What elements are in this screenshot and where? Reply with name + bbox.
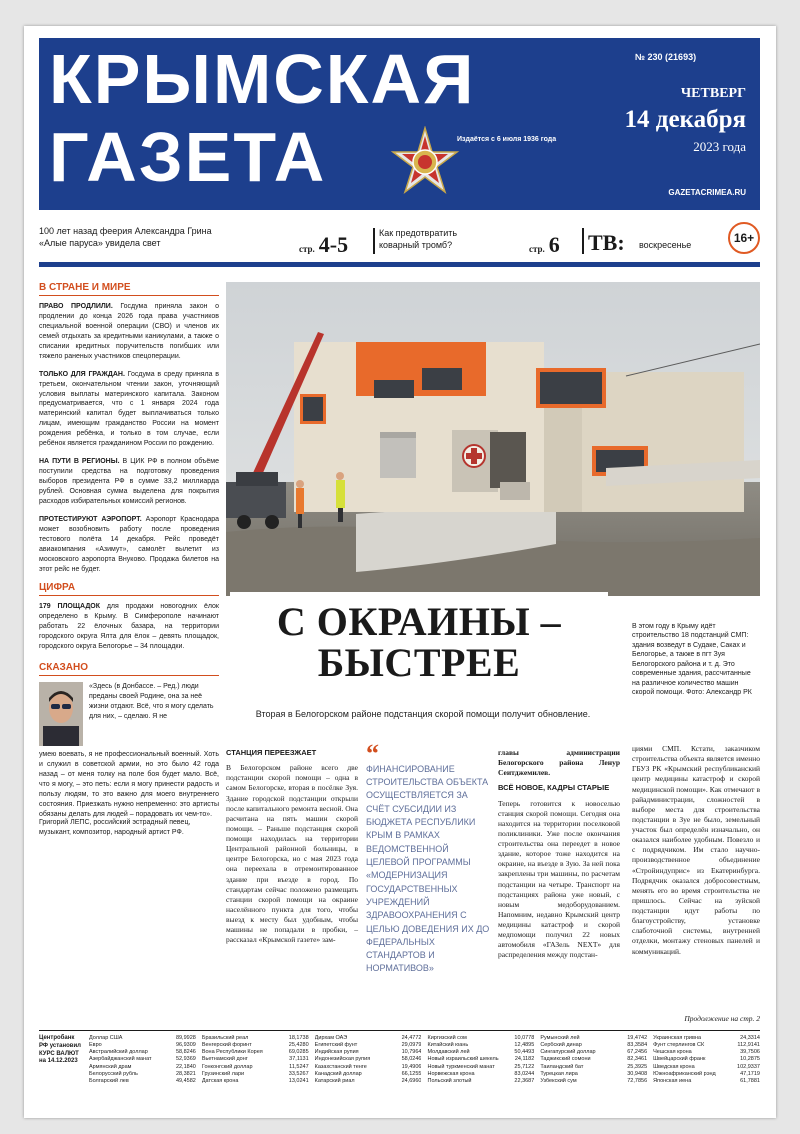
brief-lead: ТОЛЬКО ДЛЯ ГРАЖДАН. bbox=[39, 370, 125, 378]
currency-name: Узбекский сум bbox=[540, 1077, 577, 1084]
currency-name: Канадский доллар bbox=[314, 1070, 362, 1077]
currency-value: 29,0979 bbox=[401, 1042, 422, 1049]
currency-name: Польский злотый bbox=[427, 1077, 472, 1084]
currency-value: 25,3925 bbox=[627, 1063, 648, 1070]
currency-name: Швейцарский франк bbox=[653, 1056, 706, 1063]
issue-number: № 230 (21693) bbox=[635, 52, 697, 62]
currency-name: Болгарский лев bbox=[89, 1077, 129, 1084]
currency-name: Индийская рупия bbox=[314, 1049, 359, 1056]
rate-row bbox=[540, 1071, 647, 1078]
rate-row bbox=[653, 1042, 760, 1049]
masthead-title-line1: КРЫМСКАЯ bbox=[49, 40, 476, 118]
currency-value: 82,3461 bbox=[627, 1056, 648, 1063]
rate-row bbox=[540, 1078, 647, 1085]
ambulance-station-photo bbox=[226, 282, 760, 596]
currency-name: Евро bbox=[89, 1042, 102, 1049]
rate-row bbox=[653, 1071, 760, 1078]
column-text: В Белогорском районе всего две подстанции скорой помощи – одна в самом Белогорске, вторая в посёлке Зуя. Здание городской подстанции открыли после капитального ремонта весной. Она расчитана на пять машин скорой помощи. – Раньше подстанция скорой помощи находилась на территории Центральной районной больницы, в центре Белогорска, но с мая 2023 года она переехала в отремонтированное здание при въезде в город. По стандартам сейчас положено размещать станции скорой помощи на окраине населённого пункта для того, чтобы выезд к месту был удобным, чтобы машины не попадали в пробки, – рассказал «Крымской газете» зам- bbox=[226, 763, 359, 945]
rate-row bbox=[653, 1049, 760, 1056]
tv-day: воскресенье bbox=[639, 240, 692, 250]
currency-name: Шведская крона bbox=[653, 1063, 695, 1070]
currency-value: 58,0246 bbox=[401, 1056, 422, 1063]
number-lead: 179 ПЛОЩАДОК bbox=[39, 603, 101, 611]
currency-name: Индонезийская рупия bbox=[314, 1056, 371, 1063]
currency-value: 24,3314 bbox=[740, 1035, 760, 1041]
currency-value: 22,1840 bbox=[175, 1063, 196, 1070]
rate-row bbox=[315, 1078, 422, 1085]
sidebar bbox=[39, 282, 219, 838]
quote-author: Григорий ЛЕПС, российский эстрадный певец, музыкант, композитор, народный артист РФ. bbox=[39, 819, 191, 837]
currency-value: 72,7856 bbox=[627, 1077, 648, 1084]
brief-lead: ПРОТЕСТИРУЮТ АЭРОПОРТ. bbox=[39, 515, 142, 523]
rate-row bbox=[653, 1056, 760, 1063]
rate-row bbox=[89, 1056, 196, 1063]
currency-value: 37,1131 bbox=[289, 1056, 309, 1063]
rate-row bbox=[89, 1071, 196, 1078]
currency-name: Южноафриканский рэнд bbox=[653, 1070, 716, 1077]
currency-name: Грузинский лари bbox=[201, 1070, 245, 1077]
currency-name: Таиландский бат bbox=[540, 1063, 584, 1070]
currency-name: Сингапурский доллар bbox=[540, 1049, 596, 1056]
article-column-4 bbox=[632, 744, 760, 957]
rate-row bbox=[315, 1042, 422, 1049]
masthead-title-line2: ГАЗЕТА bbox=[49, 118, 327, 196]
page-label: стр. bbox=[529, 244, 545, 254]
rate-row bbox=[540, 1042, 647, 1049]
photo-caption: В этом году в Крыму идёт строительство 18 подстанций СМП: здания возведут в Судаке, Саках и Белогорье, а также в пгт Зуя Белогорского района и т. д. Это современные здания, рассчитанные на различное количество машин скорой помощи. Фото: Александр РК bbox=[632, 623, 752, 697]
rate-row bbox=[202, 1035, 309, 1042]
currency-value: 102,9337 bbox=[737, 1063, 760, 1070]
currency-name: Вона Республики Корея bbox=[201, 1049, 263, 1056]
rate-row bbox=[315, 1035, 422, 1042]
column-intro: главы администрации Белогорского района Ленур Сеитджемилев. bbox=[498, 748, 620, 778]
currency-value: 10,2875 bbox=[740, 1056, 760, 1063]
author-portrait-icon bbox=[39, 682, 83, 746]
rate-row bbox=[540, 1049, 647, 1056]
rate-row bbox=[315, 1064, 422, 1071]
currency-value: 19,4906 bbox=[401, 1063, 422, 1070]
newspaper-page bbox=[24, 26, 776, 1118]
rate-row bbox=[540, 1056, 647, 1063]
rate-row bbox=[89, 1049, 196, 1056]
currency-value: 58,8246 bbox=[175, 1049, 196, 1056]
currency-value: 50,4493 bbox=[514, 1049, 535, 1056]
currency-value: 66,1255 bbox=[401, 1070, 422, 1077]
promo-teaser-text[interactable]: 100 лет назад феерия Александра Грина «Алые паруса» увидела свет bbox=[39, 226, 212, 248]
page-number: 4-5 bbox=[318, 232, 349, 257]
rate-row bbox=[89, 1042, 196, 1049]
currency-name: Чешская крона bbox=[653, 1049, 692, 1056]
currency-value: 83,0244 bbox=[514, 1070, 535, 1077]
rate-row bbox=[89, 1078, 196, 1085]
currency-value: 89,9928 bbox=[175, 1035, 196, 1041]
article-column-3 bbox=[498, 744, 620, 961]
divider bbox=[373, 228, 375, 254]
header-rule bbox=[39, 262, 760, 267]
currency-name: Белорусский рубль bbox=[89, 1070, 138, 1077]
news-brief bbox=[39, 370, 219, 450]
currency-name: Венгерский форинт bbox=[201, 1042, 252, 1049]
section-title-number: ЦИФРА bbox=[39, 582, 219, 596]
currency-name: Киргизский сом bbox=[427, 1035, 467, 1041]
rate-row bbox=[89, 1064, 196, 1071]
currency-name: Катарский риал bbox=[314, 1077, 355, 1084]
currency-value: 13,0241 bbox=[288, 1077, 309, 1084]
currency-name: Украинская гривна bbox=[653, 1035, 702, 1041]
currency-name: Молдавский лей bbox=[427, 1049, 470, 1056]
rate-row bbox=[427, 1049, 534, 1056]
currency-value: 61,7881 bbox=[740, 1077, 760, 1084]
currency-value: 39,7506 bbox=[740, 1049, 760, 1056]
currency-value: 47,1719 bbox=[740, 1070, 760, 1077]
rate-row bbox=[653, 1078, 760, 1085]
page-label: стр. bbox=[299, 244, 315, 254]
currency-value: 33,5267 bbox=[288, 1070, 309, 1077]
currency-value: 12,4895 bbox=[514, 1042, 535, 1049]
headline-box bbox=[230, 592, 608, 684]
currency-name: Австралийский доллар bbox=[89, 1049, 148, 1056]
promo-question[interactable]: Как предотвратить коварный тромб? bbox=[379, 228, 458, 250]
currency-name: Дирхам ОАЭ bbox=[314, 1035, 348, 1041]
rate-row bbox=[202, 1064, 309, 1071]
currency-name: Азербайджанский манат bbox=[89, 1056, 152, 1063]
subhead: ВСЁ НОВОЕ, КАДРЫ СТАРЫЕ bbox=[498, 783, 610, 793]
weekday: ЧЕТВЕРГ bbox=[680, 86, 746, 101]
rate-row bbox=[315, 1056, 422, 1063]
currency-value: 18,1738 bbox=[288, 1035, 309, 1041]
currency-value: 28,3821 bbox=[175, 1070, 196, 1077]
rate-row bbox=[315, 1071, 422, 1078]
rate-row bbox=[427, 1056, 534, 1063]
section-title-quote: СКАЗАНО bbox=[39, 662, 219, 676]
headline-line1: С ОКРАИНЫ – bbox=[276, 599, 562, 644]
column-text: циями СМП. Кстати, заказчиком строительства объекта является именно ГБУЗ РК «Крымский республиканский центр медицины катастроф и скорой медицинской помощи». Как отмечают в райадминистрации, сложностей в выборе места для строительства подстанции в Зуе не было, земельный участок был определён изначально, он оказался наиболее удобным. Повезло и с подрядчиком. Им стало научно-производственное объединение «Стройиндуприс» из Екатеринбурга. Подрядчик оказался добросовестным, менять его во время строительства не пришлось. Сейчас на зуйской подстанции идут работы по благоустройству, установке слаботочной системы, внутренней отделки, монтажу стеновых панелей и коммуникаций. bbox=[632, 744, 760, 956]
rate-row bbox=[427, 1042, 534, 1049]
order-emblem-icon bbox=[389, 126, 461, 198]
rate-row bbox=[653, 1035, 760, 1042]
rates-title: Центробанк РФ установил КУРС ВАЛЮТ на 14.12.2023 bbox=[39, 1035, 81, 1065]
currency-name: Новый туркменский манат bbox=[427, 1063, 495, 1070]
currency-name: Сербский динар bbox=[540, 1042, 582, 1049]
brief-lead: ПРАВО ПРОДЛИЛИ. bbox=[39, 303, 113, 310]
rate-row bbox=[540, 1035, 647, 1042]
promo-page-ref-2[interactable] bbox=[529, 232, 560, 258]
rates-column bbox=[89, 1035, 196, 1085]
rate-row bbox=[202, 1049, 309, 1056]
rate-row bbox=[653, 1064, 760, 1071]
headline-line2: БЫСТРЕЕ bbox=[317, 639, 521, 685]
tv-label: ТВ: bbox=[588, 230, 625, 255]
column-text: Теперь готовится к новоселью станция скорой помощи. Сегодня она находится на территории поселковой поликлиники. Уже после окончания строительства она переедет в новое здание, которое тоже находится на окраине, на въезде в Зую. За ней пока закреплены три машины, по расчетам подстанции на четыре. Транспорт на подстанциях района уже новый, с новым медоборудованием. Напомним, недавно Крымский центр медицины катастроф и скорой медпомощи получил 22 новых автомобиля «ГАЗель NEXT» для распределения между подстан- bbox=[498, 798, 620, 960]
promo-strip bbox=[39, 222, 760, 262]
currency-value: 24,4772 bbox=[401, 1035, 422, 1041]
rate-row bbox=[427, 1071, 534, 1078]
currency-name: Гонконгский доллар bbox=[201, 1063, 253, 1070]
subhead: СТАНЦИЯ ПЕРЕЕЗЖАЕТ bbox=[226, 748, 317, 757]
news-brief bbox=[39, 302, 219, 362]
rates-rule bbox=[39, 1030, 760, 1031]
currency-value: 49,4582 bbox=[175, 1077, 196, 1084]
currency-name: Армянский драм bbox=[89, 1063, 132, 1070]
currency-name: Японская иена bbox=[653, 1077, 692, 1084]
currency-name: Таджикский сомони bbox=[540, 1056, 591, 1063]
issue-year: 2023 года bbox=[693, 139, 746, 154]
rate-row bbox=[427, 1064, 534, 1071]
currency-name: Датская крона bbox=[201, 1077, 239, 1084]
rates-column bbox=[315, 1035, 422, 1085]
currency-value: 30,9408 bbox=[627, 1070, 648, 1077]
continued-link[interactable]: Продолжение на стр. 2 bbox=[684, 1014, 760, 1023]
currency-value: 24,6960 bbox=[401, 1077, 422, 1084]
currency-value: 11,5247 bbox=[289, 1063, 309, 1070]
currency-rates bbox=[39, 1035, 760, 1085]
currency-value: 112,9141 bbox=[737, 1042, 760, 1049]
quote-text-part2: умею воевать, я не профессиональный военный. Хоть и служил в советской армии, но это было 42 года назад – от меня толку на поле боя будет мало. Всё, что я могу, – это петь: если я могу принести радость и пользу людям, то это важно для моего внутреннего состояния. Приезжать нужно непременно: это артисты обязаны делать для людей – порадовать их чем-то». bbox=[39, 751, 219, 818]
currency-name: Фунт стерлингов СК bbox=[653, 1042, 705, 1049]
article-lede: Вторая в Белогорском районе подстанция скорой помощи получит обновление. bbox=[255, 709, 591, 719]
section-title-news: В СТРАНЕ И МИРЕ bbox=[39, 282, 219, 296]
rate-row bbox=[202, 1042, 309, 1049]
quote-block bbox=[39, 682, 219, 818]
currency-name: Китайский юань bbox=[427, 1042, 469, 1049]
currency-name: Бразильский реал bbox=[201, 1035, 249, 1041]
currency-value: 22,3687 bbox=[514, 1077, 535, 1084]
brief-text: Госдума приняла закон о продлении до конца 2026 года права участников специальной военной операции (СВО) и членов их семей отдыхать за кредитными каникулами, а также о списании кредитных поручительств погибших или тяжело раненых участников спецоперации. bbox=[39, 303, 219, 360]
number-of-the-day bbox=[39, 602, 219, 652]
quote-text-part1: «Здесь (в Донбассе. – Ред.) люди преданы своей Родине, она за неё жизни отдают. Всё, что я могу сделать для них, – сделаю. Я не bbox=[89, 683, 214, 720]
currency-value: 10,7964 bbox=[401, 1049, 422, 1056]
rate-row bbox=[89, 1035, 196, 1042]
since-label: Издаётся с 6 июля 1936 года bbox=[457, 136, 557, 143]
rate-row bbox=[427, 1078, 534, 1085]
pull-quote-text: ФИНАНСИРОВАНИЕ СТРОИТЕЛЬСТВА ОБЪЕКТА ОСУЩЕСТВЛЯЕТСЯ ЗА СЧЁТ СУБСИДИИ ИЗ БЮДЖЕТА РЕСПУБЛИКИ КРЫМ В РАМКАХ ВЕДОМСТВЕННОЙ ЦЕЛЕВОЙ ПРОГРАММЫ «МОДЕРНИЗАЦИЯ ГОСУДАРСТВЕННЫХ УЧРЕЖДЕНИЙ ЗДРАВООХРАНЕНИЯ С ЦЕЛЬЮ ДОВЕДЕНИЯ ИХ ДО ФЕДЕРАЛЬНЫХ СТАНДАРТОВ И НОРМАТИВОВ» bbox=[366, 763, 490, 974]
currency-value: 96,9309 bbox=[175, 1042, 196, 1049]
website-link[interactable]: GAZETACRIMEA.RU bbox=[668, 188, 746, 197]
news-brief bbox=[39, 457, 219, 507]
age-rating-badge: 16+ bbox=[728, 222, 760, 254]
pull-quote bbox=[366, 739, 492, 976]
rates-column bbox=[427, 1035, 534, 1085]
currency-value: 25,7122 bbox=[514, 1063, 535, 1070]
rate-row bbox=[202, 1078, 309, 1085]
quote-mark-icon: “ bbox=[366, 739, 379, 768]
currency-value: 19,4742 bbox=[627, 1035, 648, 1041]
currency-name: Казахстанский тенге bbox=[314, 1063, 367, 1070]
brief-lead: НА ПУТИ В РЕГИОНЫ. bbox=[39, 458, 120, 466]
divider bbox=[582, 228, 584, 254]
brief-text: В ЦИК РФ в полном объёме поступили средства на подготовку проведения выборов президента РФ в сумме 33,2 миллиарда рублей. Основная сумма выделена для покрытия расходов избирательных комиссий регионов. bbox=[39, 458, 220, 505]
brief-text: Аэропорт Краснодара может возобновить работу после проведения тестового полёта 14 декабря. Рейс проведёт авиакомпания «Азимут», самолёт вылетит из московского аэропорта Внуково. Продажа билетов на этот рейс не будет. bbox=[39, 515, 219, 573]
number-text: для продажи новогодних ёлок определено в Крыму. В Симферополе начинают работать 22 ёлочных базара, на территории городского округа Ялта для ёлок – девять площадок, городского округа Белогорье – 34 площадки. bbox=[39, 603, 219, 651]
rates-column bbox=[653, 1035, 760, 1085]
brief-text: Госдума в среду приняла в третьем, окончательном чтении закон, уточняющий условия выплаты материнского капитала. Законом предусматривается, что с 1 января 2024 года материнский капитал будет выплачиваться только лицам, имеющим гражданство России на момент рождения ребёнка, и только в том случае, если ребёнок является гражданином России по рождению. bbox=[39, 370, 219, 448]
currency-name: Румынский лей bbox=[540, 1035, 580, 1041]
rate-row bbox=[315, 1049, 422, 1056]
promo-page-ref-1[interactable] bbox=[299, 232, 348, 258]
currency-name: Норвежская крона bbox=[427, 1070, 475, 1077]
currency-value: 52,9369 bbox=[175, 1056, 196, 1063]
currency-name: Вьетнамский донг bbox=[201, 1056, 248, 1063]
currency-value: 24,1182 bbox=[514, 1056, 535, 1063]
rate-row bbox=[540, 1064, 647, 1071]
news-brief bbox=[39, 515, 219, 575]
rate-row bbox=[427, 1035, 534, 1042]
currency-name: Новый израильский шекель bbox=[427, 1056, 499, 1063]
rate-row bbox=[202, 1071, 309, 1078]
masthead bbox=[39, 38, 760, 210]
article-column-1 bbox=[226, 744, 358, 945]
currency-value: 83,3584 bbox=[627, 1042, 648, 1049]
currency-value: 25,4280 bbox=[288, 1042, 309, 1049]
currency-value: 69,0285 bbox=[288, 1049, 309, 1056]
currency-value: 10,0778 bbox=[514, 1035, 535, 1041]
page-number: 6 bbox=[548, 232, 560, 257]
rates-column bbox=[202, 1035, 309, 1085]
currency-name: Египетский фунт bbox=[314, 1042, 358, 1049]
currency-name: Турецкая лира bbox=[540, 1070, 578, 1077]
issue-date: 14 декабря bbox=[624, 106, 746, 133]
currency-value: 67,2456 bbox=[627, 1049, 648, 1056]
currency-name: Доллар США bbox=[89, 1035, 123, 1041]
rate-row bbox=[202, 1056, 309, 1063]
rates-column bbox=[540, 1035, 647, 1085]
